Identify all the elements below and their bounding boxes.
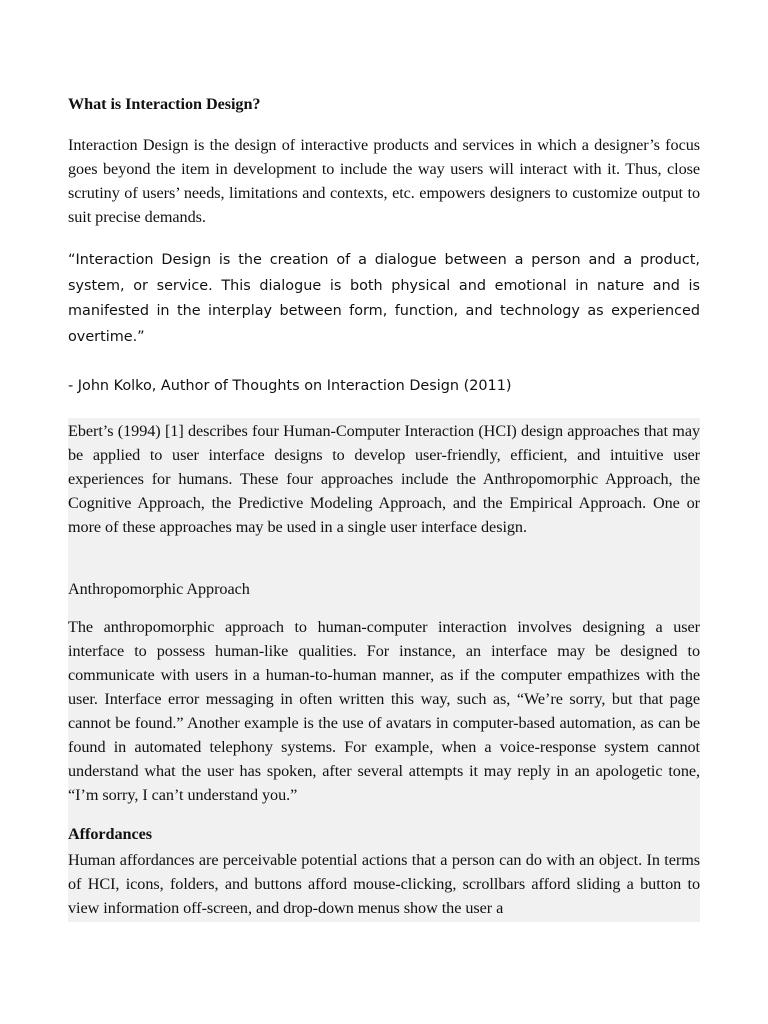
- quote-attribution: - John Kolko, Author of Thoughts on Interaction Design (2011): [68, 378, 512, 394]
- document-title: What is Interaction Design?: [68, 95, 261, 113]
- affordances-heading: Affordances: [68, 825, 152, 843]
- anthropomorphic-heading: Anthropomorphic Approach: [68, 580, 250, 598]
- hci-approaches-paragraph: Ebert’s (1994) [1] describes four Human-Computer Interaction (HCI) design approaches that may be applied to user interface designs to develop user-friendly, efficient, and intuitive user experiences for humans. These four approaches include the Anthropomorphic Approach, the Cognitive Approach, the Predictive Modeling Approach, and the Empirical Approach. One or more of these approaches may be used in a single user interface design.: [68, 422, 700, 536]
- affordances-paragraph: Human affordances are perceivable potential actions that a person can do with an object. In terms of HCI, icons, folders, and buttons afford mouse-clicking, scrollbars afford sliding a button to view information off-screen, and drop-down menus show the user a: [68, 851, 700, 917]
- anthropomorphic-paragraph: The anthropomorphic approach to human-computer interaction involves designing a user interface to possess human-like qualities. For instance, an interface may be designed to communicate with users in a human-to-human manner, as if the computer empathizes with the user. Interface error messaging in often written this way, such as, “We’re sorry, but that page cannot be found.” Another example is the use of avatars in computer-based automation, as can be found in automated telephony systems. For example, when a voice-response system cannot understand what the user has spoken, after several attempts it may reply in an apologetic tone, “I’m sorry, I can’t understand you.”: [68, 618, 700, 804]
- intro-paragraph: Interaction Design is the design of interactive products and services in which a designer’s focus goes beyond the item in development to include the way users will interact with it. Thus, close scrutiny of users’ needs, limitations and contexts, etc. empowers designers to customize output to suit precise demands.: [68, 136, 700, 226]
- quote-paragraph: “Interaction Design is the creation of a dialogue between a person and a product, system, or service. This dialogue is both physical and emotional in nature and is manifested in the interplay between form, function, and technology as experienced overtime.”: [68, 252, 700, 345]
